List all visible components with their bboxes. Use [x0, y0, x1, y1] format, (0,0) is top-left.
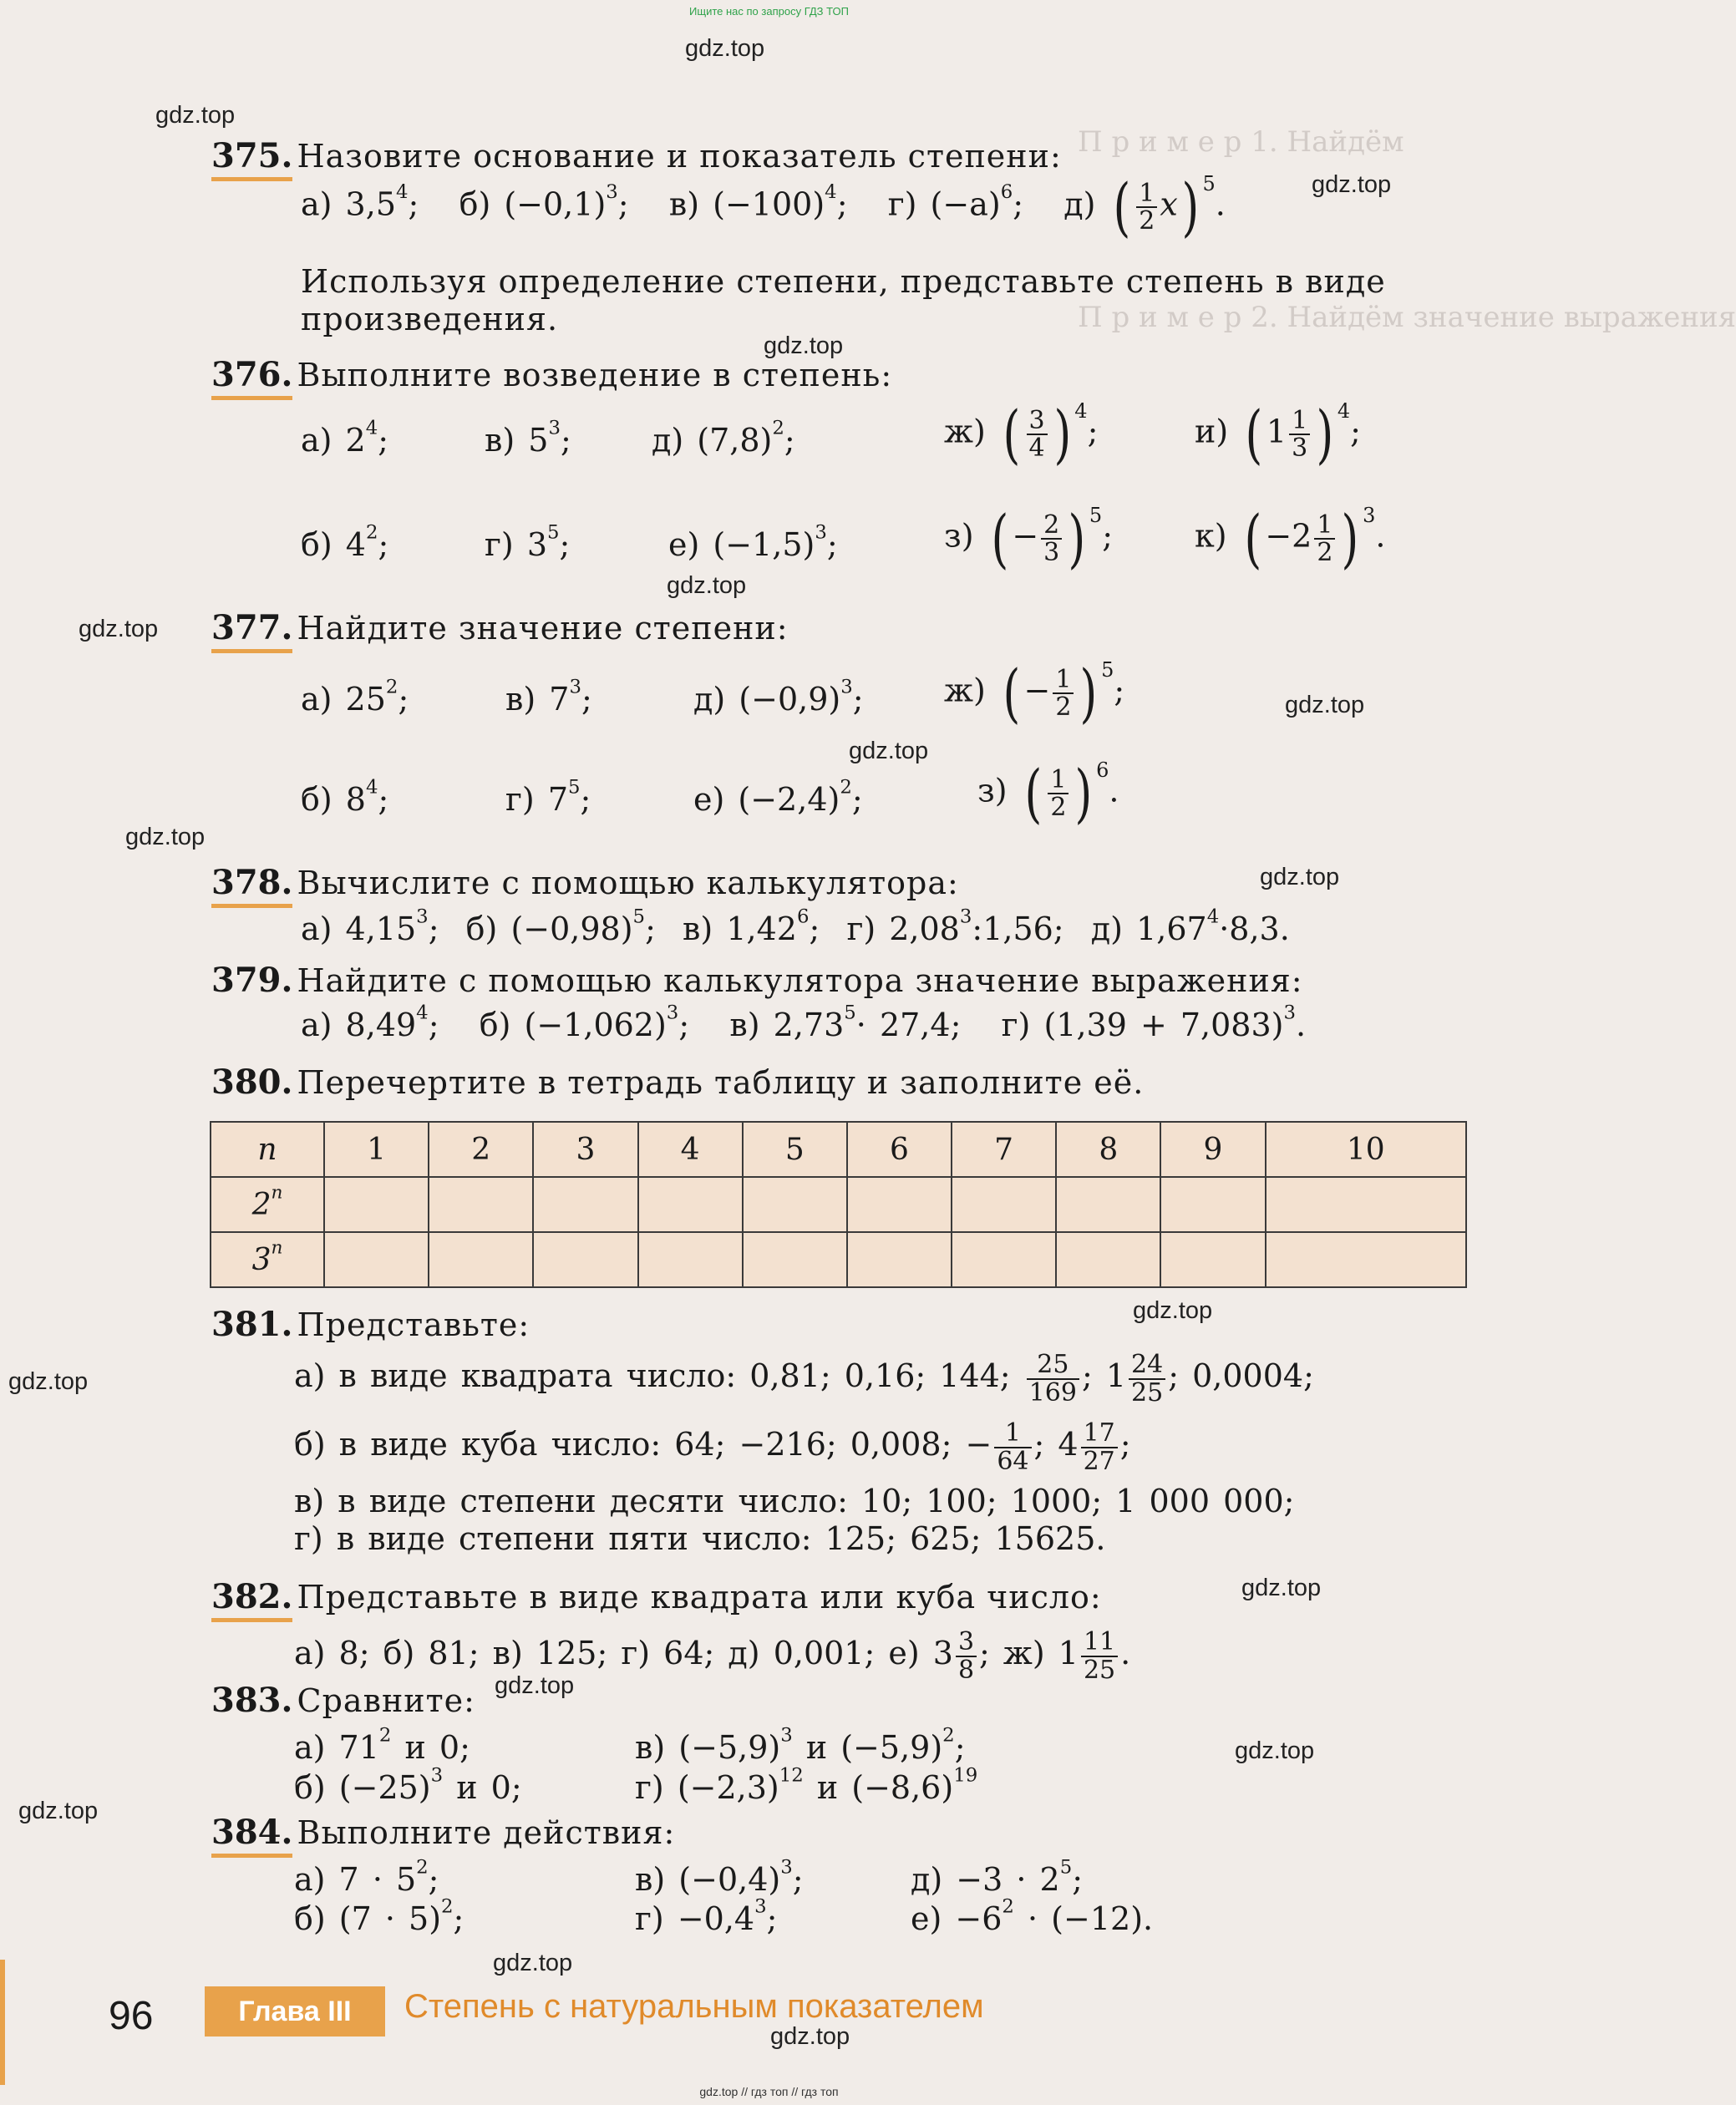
- table-cell: 4: [638, 1122, 743, 1177]
- table-cell: [429, 1232, 533, 1287]
- exercise-381-b: б) в виде куба число: 64; −216; 0,008; − $\frac{1}{64}$ ; 4 $\frac{17}{27}$ ;: [294, 1418, 1131, 1476]
- exercise-378-items: а) 4,15$^3$; б) $(-0,98)^5$; в) 1,42$^6$; г) 2,08$^3$:1,56; д) $1,67^4\cdot 8,3$.: [301, 905, 1290, 947]
- exercise-number: 376.: [211, 355, 292, 400]
- exercise-377-item: д) $(-0,9)^3$;: [693, 676, 864, 718]
- exercise-number: 381.: [211, 1305, 293, 1344]
- watermark: gdz.top: [1235, 1737, 1315, 1764]
- exercise-381-v: в) в виде степени десяти число: 10; 100; 1000; 1 000 000;: [294, 1483, 1295, 1519]
- table-cell: 1: [324, 1122, 429, 1177]
- exercise-376-item: к) ( −2 $\frac{1}{2}$ ) 3.: [1195, 501, 1386, 576]
- table-cell: 7: [952, 1122, 1056, 1177]
- watermark: gdz.top: [1312, 171, 1392, 198]
- watermark: gdz.top: [8, 1368, 89, 1395]
- table-cell: [1160, 1177, 1265, 1232]
- table-cell: [638, 1177, 743, 1232]
- table-cell: [324, 1177, 429, 1232]
- exponent: 6: [1000, 180, 1013, 203]
- bottom-banner: gdz.top // гдз топ // гдз топ: [699, 2085, 839, 2098]
- exercise-377-item: ж) ( − $\frac{1}{2}$ ) 5;: [944, 656, 1125, 730]
- page-number: 96: [109, 1994, 154, 2038]
- watermark: gdz.top: [493, 1950, 573, 1976]
- exercise-382-items: а) 8; б) 81; в) 125; г) 64; д) 0,001; е) 3 $\frac{3}{8}$ ; ж) 1 $\frac{11}{25}$ .: [294, 1627, 1131, 1685]
- exercise-375-heading: [211, 136, 1062, 175]
- chapter-label: Глава III: [205, 1986, 385, 2037]
- exercise-381-heading: [211, 1305, 530, 1344]
- watermark: gdz.top: [770, 2023, 850, 2050]
- table-cell: 3$^n$: [211, 1232, 324, 1287]
- table-row: [211, 1177, 1466, 1232]
- exercise-title: Представьте в виде квадрата или куба число:: [297, 1579, 1102, 1616]
- table-cell: [952, 1177, 1056, 1232]
- exercise-number: 379.: [211, 961, 293, 1000]
- table-cell: 2$^n$: [211, 1177, 324, 1232]
- watermark: gdz.top: [1260, 864, 1340, 890]
- table-cell: [429, 1177, 533, 1232]
- exercise-381-a: а) в виде квадрата число: 0,81; 0,16; 144; $\frac{25}{169}$ ; 1 $\frac{24}{25}$ ; 0,0004;: [294, 1350, 1314, 1408]
- table-cell: 3: [533, 1122, 637, 1177]
- watermark: gdz.top: [667, 572, 747, 599]
- exercise-number: 378.: [211, 863, 292, 908]
- exercise-375-note: произведения.: [301, 301, 559, 337]
- table-cell: [1160, 1232, 1265, 1287]
- exercise-376-heading: [211, 355, 892, 394]
- exercise-384-item: $д) -3 \cdot 2^5$;: [911, 1856, 1084, 1898]
- top-banner: Ищите нас по запросу ГДЗ ТОП: [689, 5, 849, 18]
- table-cell: [533, 1177, 637, 1232]
- exercise-383-item: в) $(-5,9)^3$ и $(-5,9)^2$;: [635, 1724, 966, 1766]
- table-cell: 6: [847, 1122, 952, 1177]
- exercise-377-item: е) $(-2,4)^2$;: [693, 776, 863, 818]
- ghost-line: П р и м е р 2. Найдём значение выражения: [1078, 301, 1736, 334]
- exercise-number: 383.: [211, 1681, 293, 1720]
- exercise-383-item: б) $(-25)^3$ и 0;: [294, 1764, 522, 1806]
- item-b: б) (−0,1): [459, 185, 607, 223]
- exercise-382-heading: [211, 1577, 1102, 1616]
- table-cell: [1266, 1177, 1466, 1232]
- table-cell: 5: [743, 1122, 847, 1177]
- exercise-375-note: Используя определение степени, представьте степень в виде: [301, 263, 1386, 300]
- exercise-379-items: а) 8,49$^4$; б) $(-1,062)^3$; в) $2,73^5\cdot 27,4$; г) $(1,39 + 7,083)^3$.: [301, 1002, 1307, 1043]
- table-row: [211, 1232, 1466, 1287]
- exercise-title: Представьте:: [297, 1306, 530, 1343]
- exercise-376-item: з) ( − $\frac{2}{3}$ ) 5;: [944, 501, 1113, 576]
- table-cell: [743, 1177, 847, 1232]
- item-v: в) (−100): [668, 185, 825, 223]
- table-cell: 10: [1266, 1122, 1466, 1177]
- exponent: 3: [606, 180, 618, 203]
- exercise-384-item: $г) -0,4^3$;: [635, 1895, 778, 1937]
- table-cell: [638, 1232, 743, 1287]
- exponent: 4: [396, 180, 409, 203]
- exercise-title: Вычислите с помощью калькулятора:: [297, 865, 959, 901]
- exercise-377-item: в) $7^3$;: [505, 676, 592, 718]
- table-cell: 8: [1056, 1122, 1160, 1177]
- exercise-376-item: е) $(-1,5)^3$;: [668, 521, 838, 563]
- exercise-376-item: и) ( 1 $\frac{1}{3}$ ) 4;: [1195, 397, 1361, 471]
- table-cell: [743, 1232, 847, 1287]
- exercise-title: Сравните:: [297, 1682, 475, 1719]
- table-cell: [847, 1232, 952, 1287]
- exercise-title: Найдите значение степени:: [297, 610, 789, 647]
- watermark: gdz.top: [1241, 1575, 1322, 1601]
- table-cell: n: [211, 1122, 324, 1177]
- exercise-381-g: г) в виде степени пяти число: 125; 625; 15625.: [294, 1520, 1106, 1557]
- table-row: [211, 1122, 1466, 1177]
- exercise-number: 382.: [211, 1577, 292, 1622]
- table-cell: [847, 1177, 952, 1232]
- chapter-title: Степень с натуральным показателем: [404, 1988, 984, 2025]
- variable: x: [1160, 185, 1178, 223]
- exercise-376-item: д) $(7,8)^2$;: [652, 417, 795, 459]
- watermark: gdz.top: [1133, 1297, 1213, 1324]
- exercise-376-item: г) $3^5$;: [485, 521, 571, 563]
- footer-accent-bar: [0, 1960, 5, 2085]
- exercise-379-heading: [211, 961, 1303, 1000]
- exercise-383-item: а) $71^2$ и 0;: [294, 1724, 470, 1766]
- exercise-378-heading: [211, 863, 959, 902]
- exercise-384-item: а) $7 \cdot 5^2$;: [294, 1856, 439, 1898]
- exponent: 4: [825, 180, 837, 203]
- item-d: д): [1063, 185, 1096, 223]
- watermark: gdz.top: [764, 332, 844, 359]
- exercise-384-item: в) $(-0,4)^3$;: [635, 1856, 804, 1898]
- watermark: gdz.top: [849, 738, 929, 764]
- exercise-377-item: г) $7^5$;: [505, 776, 591, 818]
- watermark: gdz.top: [495, 1672, 575, 1699]
- exercise-number: 384.: [211, 1813, 292, 1858]
- watermark: gdz.top: [155, 102, 236, 129]
- exercise-title: Найдите с помощью калькулятора значение выражения:: [297, 962, 1303, 999]
- ghost-line: П р и м е р 1. Найдём: [1078, 125, 1404, 159]
- exercise-384-item: б) $(7 \cdot 5)^2$;: [294, 1895, 464, 1937]
- item-g: г) (−a): [887, 185, 1001, 223]
- exercise-383-item: г) $(-2,3)^{12}$ и $(-8,6)^{19}$: [635, 1764, 978, 1806]
- exercise-377-item: а) $25^2$;: [301, 676, 409, 718]
- watermark: gdz.top: [18, 1798, 99, 1824]
- exponent: 5: [1202, 172, 1216, 195]
- exercise-380-heading: [211, 1063, 1144, 1102]
- exercise-number: 375.: [211, 136, 292, 181]
- watermark: gdz.top: [79, 616, 159, 642]
- watermark: gdz.top: [685, 35, 765, 62]
- exercise-title: Назовите основание и показатель степени:: [297, 138, 1062, 175]
- table-cell: [952, 1232, 1056, 1287]
- exercise-title: Выполните возведение в степень:: [297, 357, 893, 393]
- watermark: gdz.top: [1285, 692, 1365, 718]
- exercise-383-heading: [211, 1681, 475, 1720]
- exercise-384-heading: [211, 1813, 675, 1852]
- table-cell: 2: [429, 1122, 533, 1177]
- exercise-384-item: $е) -6^2 \cdot (-12)$.: [911, 1895, 1154, 1937]
- exercise-375-items: а) $3,5^4$; б) $(-0,1)^3$; в) $(-100)^4$; г) $(-a)^6$; д) ( $\frac{1}{2}$ x) 5.: [301, 170, 1226, 244]
- exercise-377-heading: [211, 608, 789, 647]
- watermark: gdz.top: [125, 824, 206, 850]
- exercise-376-item: ж) ( $\frac{3}{4}$ ) 4;: [944, 397, 1099, 471]
- table-cell: [1056, 1177, 1160, 1232]
- fraction: $\frac{1}{2}$: [1136, 180, 1157, 235]
- exercise-title: Выполните действия:: [297, 1814, 676, 1851]
- table-cell: [1266, 1232, 1466, 1287]
- exercise-number: 380.: [211, 1063, 293, 1102]
- table-cell: [1056, 1232, 1160, 1287]
- table-cell: [533, 1232, 637, 1287]
- exercise-title: Перечертите в тетрадь таблицу и заполните её.: [297, 1064, 1145, 1101]
- exercise-376-item: в) $5^3$;: [485, 417, 571, 459]
- exercise-376-row1: а) $2^4$;: [301, 417, 389, 459]
- table-cell: 9: [1160, 1122, 1265, 1177]
- item-a: а) 3,5: [301, 185, 396, 223]
- powers-table: [210, 1121, 1467, 1288]
- exercise-number: 377.: [211, 608, 292, 653]
- exercise-376-item: б) $4^2$;: [301, 521, 389, 563]
- exercise-377-item: з) ( $\frac{1}{2}$ ) 6.: [977, 756, 1119, 830]
- table-cell: [324, 1232, 429, 1287]
- exercise-377-item: б) $8^4$;: [301, 776, 389, 818]
